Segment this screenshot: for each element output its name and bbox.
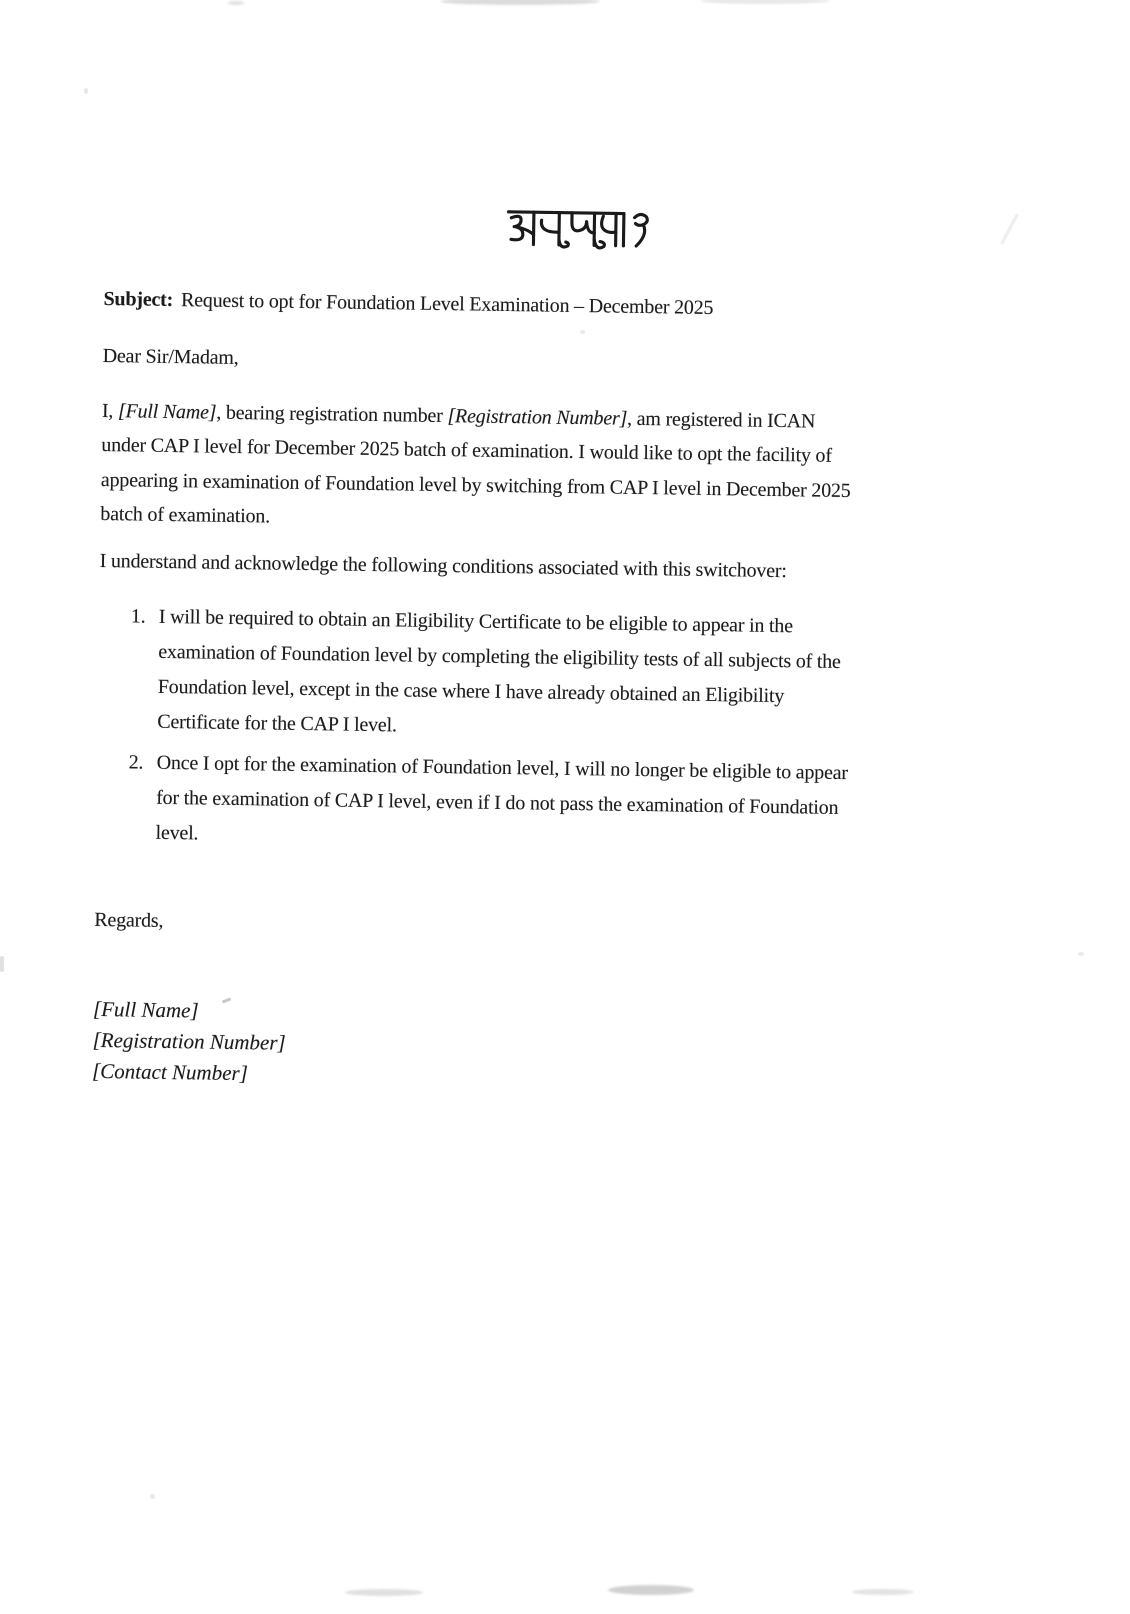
- text-line: for the examination of CAP I level, even if I do not pass the examination of Foundation: [156, 786, 839, 819]
- signature-block: [92, 994, 286, 1089]
- text-line: examination of Foundation level by completing the eligibility tests of all subjects of the: [158, 640, 841, 673]
- condition-item-1: [129, 599, 841, 750]
- scan-artifact: [1078, 952, 1084, 956]
- text-line: Certificate for the CAP I level.: [157, 710, 397, 737]
- scan-artifact: [700, 0, 830, 4]
- text-line: [Contact Number]: [91, 1058, 249, 1085]
- conditions-intro: I understand and acknowledge the following conditions associated with this switchover:: [99, 549, 787, 583]
- text-segment: batch of examination.: [100, 503, 271, 528]
- text-segment: I,: [101, 399, 119, 423]
- text-line: Foundation level, except in the case where I have already obtained an Eligibility: [157, 675, 785, 708]
- text-line: [Registration Number]: [92, 1027, 286, 1055]
- subject-line: [103, 282, 713, 325]
- text-line: I will be required to obtain an Eligibility Certificate to be eligible to appear in the: [158, 605, 794, 638]
- scan-artifact: [0, 956, 4, 972]
- salutation: Dear Sir/Madam,: [102, 344, 239, 369]
- condition-text: [155, 746, 848, 861]
- condition-item-2: [127, 745, 848, 861]
- intro-paragraph: [100, 394, 852, 543]
- text-segment: , bearing registration number: [216, 401, 448, 428]
- text-line: level.: [155, 821, 199, 845]
- scan-artifact: [440, 0, 600, 5]
- text-line: [Full Name]: [92, 996, 199, 1023]
- condition-number: 2.: [128, 751, 144, 774]
- closing: Regards,: [94, 908, 164, 932]
- text-segment: appearing in examination of Foundation level by switching from CAP I level in December 2025: [100, 468, 851, 502]
- condition-number: 1.: [130, 605, 146, 628]
- placeholder-text: [Full Name]: [117, 400, 217, 424]
- text-segment: under CAP I level for December 2025 batch of examination. I would like to opt the facility of: [101, 434, 832, 468]
- condition-text: [157, 600, 841, 750]
- text-segment: , am registered in ICAN: [626, 407, 816, 433]
- text-line: Once I opt for the examination of Foundation level, I will no longer be eligible to appear: [156, 751, 849, 785]
- subject-text: Request to opt for Foundation Level Examination – December 2025: [180, 289, 714, 320]
- scanned-letter-page: [84, 0, 1048, 1614]
- subject-label: Subject:: [103, 287, 174, 311]
- scan-artifact: [84, 88, 88, 94]
- schedule-heading: [104, 201, 1002, 264]
- heading-devanagari-glyph: [504, 207, 655, 254]
- placeholder-text: [Registration Number]: [447, 405, 628, 430]
